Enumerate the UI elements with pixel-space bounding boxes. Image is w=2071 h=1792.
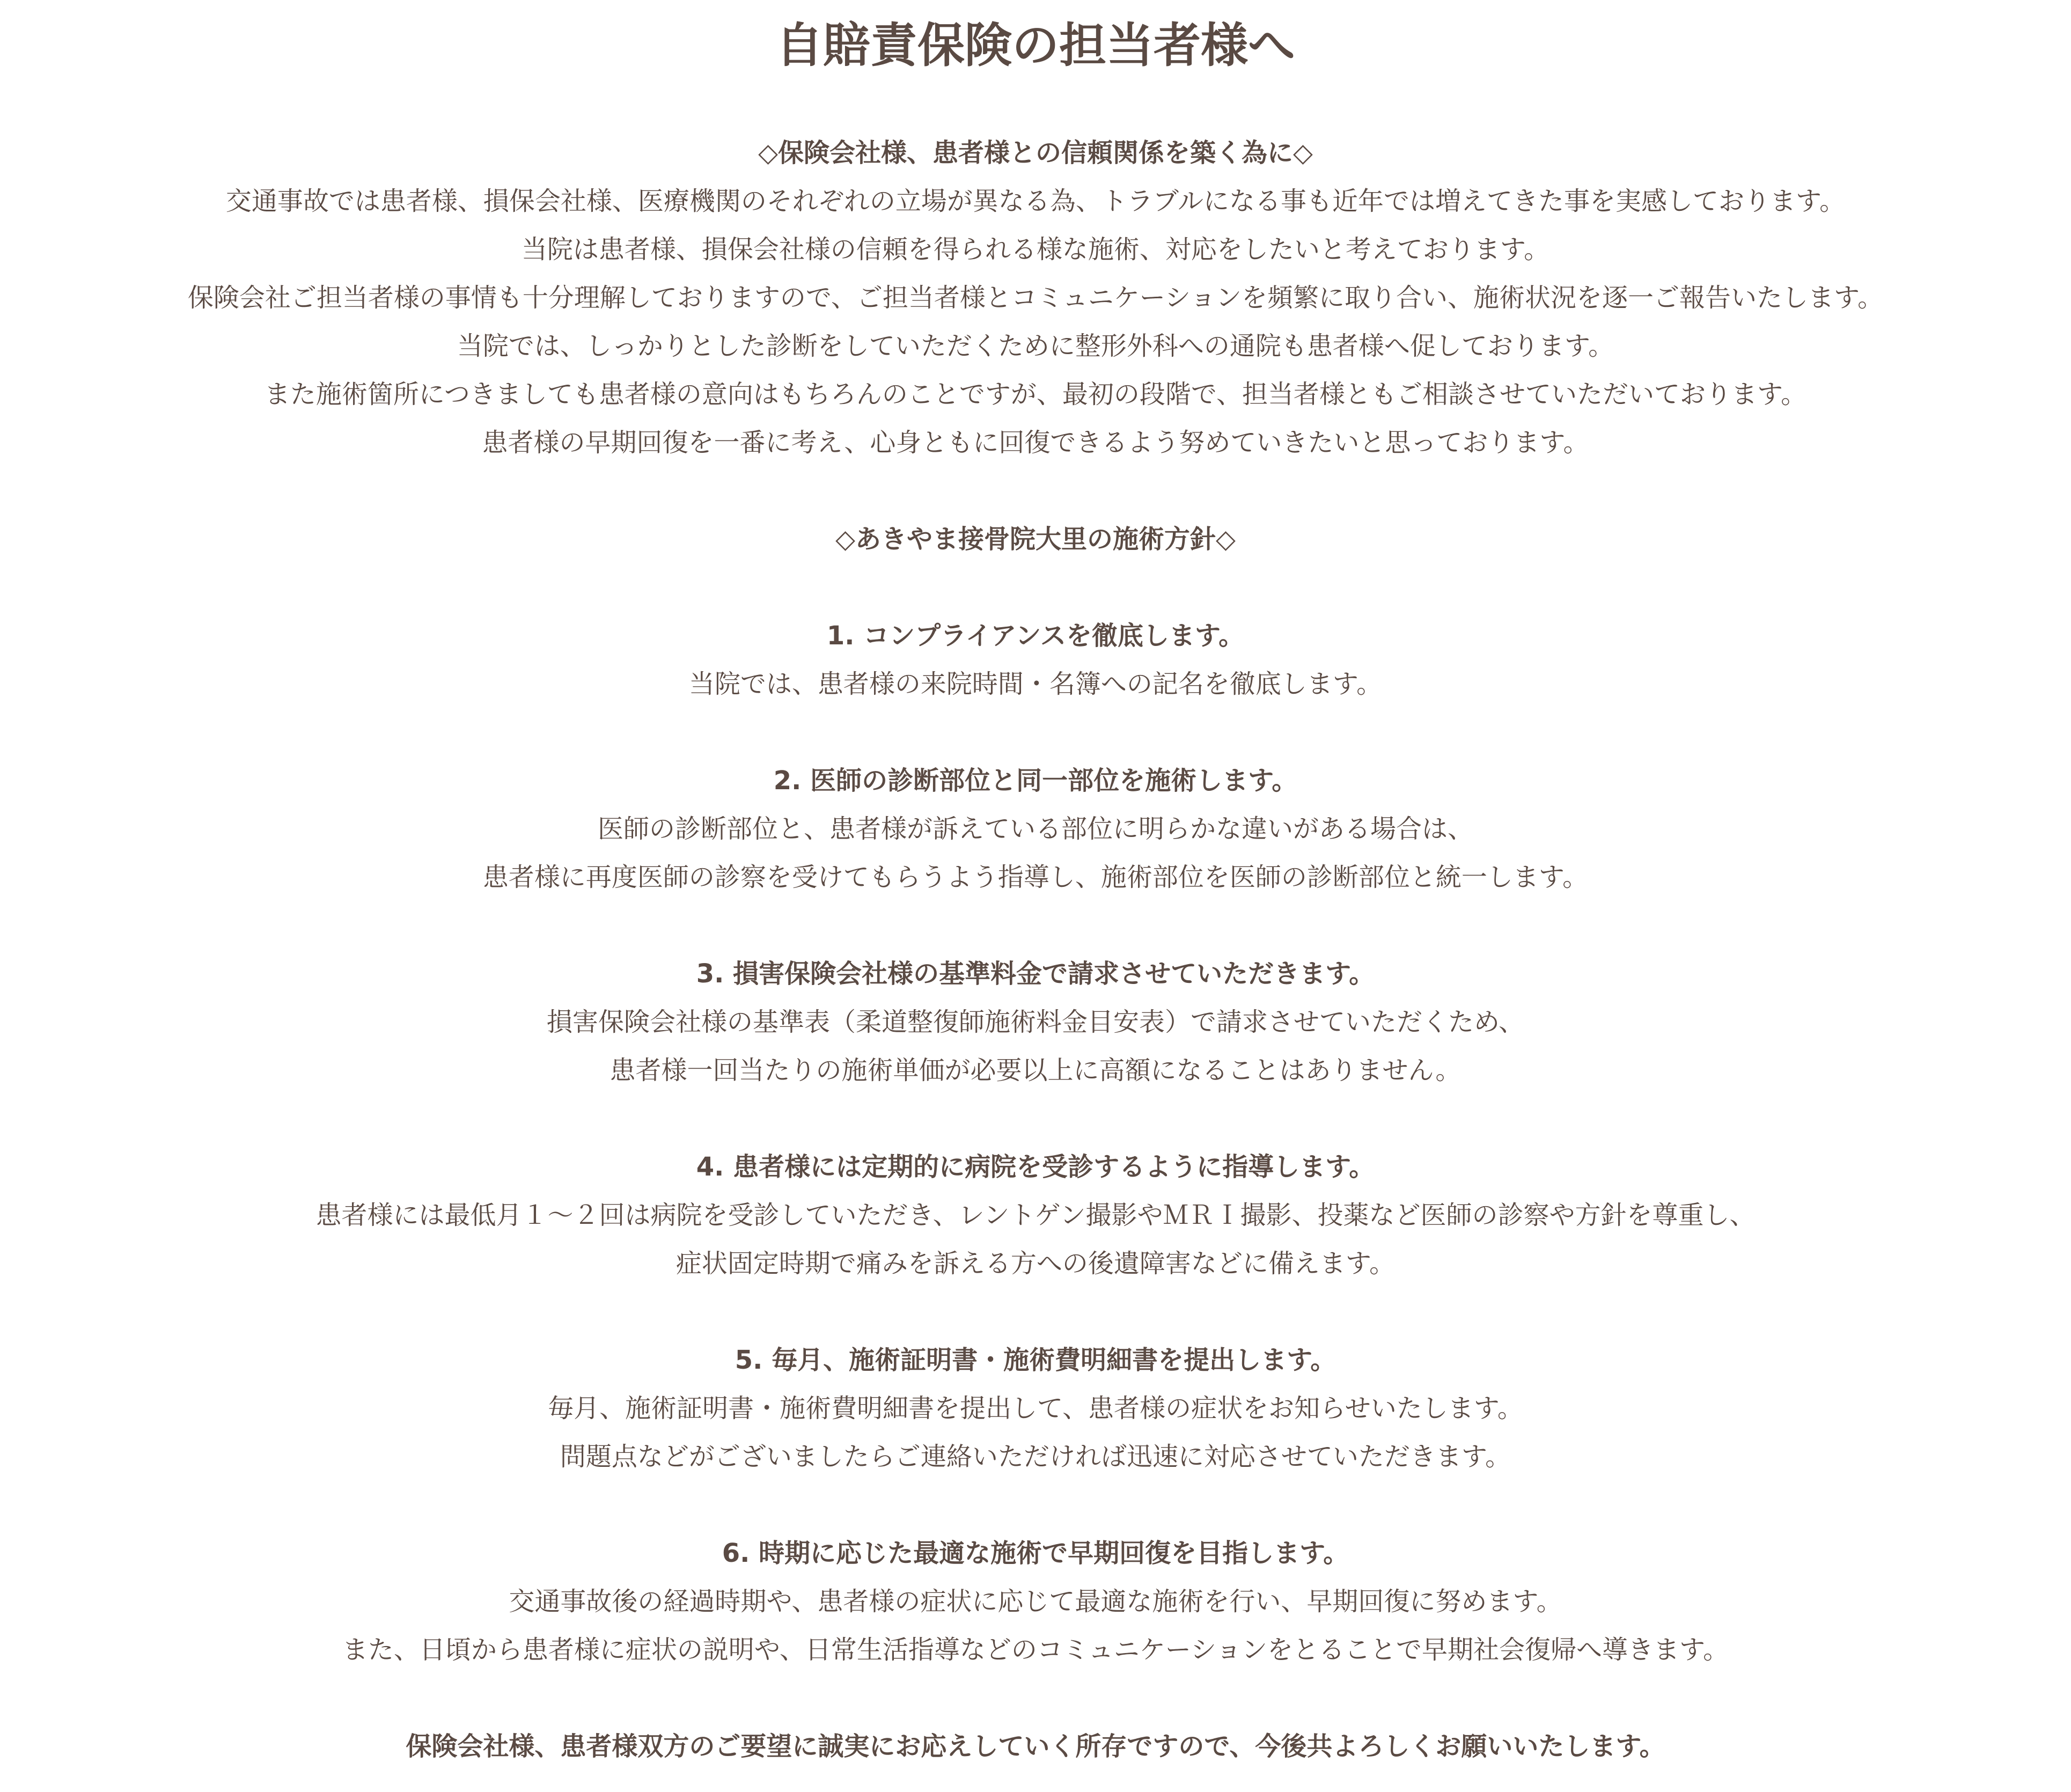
policy-text: 患者様には最低月１～２回は病院を受診していただき、レントゲン撮影やＭＲＩ撮影、投薬など医師の診察や方針を尊重し、 <box>315 1200 1756 1230</box>
policy-text: また、日頃から患者様に症状の説明や、日常生活指導などのコミュニケーションをとることで早期社会復帰へ導きます。 <box>342 1635 1729 1665</box>
intro-line: 患者様の早期回復を一番に考え、心身ともに回復できるよう努めていきたいと思っております。 <box>482 428 1589 458</box>
policy-text: 交通事故後の経過時期や、患者様の症状に応じて最適な施術を行い、早期回復に努めます。 <box>509 1587 1562 1617</box>
policy-text: 問題点などがございましたらご連絡いただければ迅速に対応させていただきます。 <box>560 1442 1511 1472</box>
policy-title: 2. 医師の診断部位と同一部位を施術します。 <box>773 766 1298 796</box>
intro-heading: ◇保険会社様、患者様との信頼関係を築く為に◇ <box>758 138 1313 168</box>
policy-text: 患者様に再度医師の診察を受けてもらうよう指導し、施術部位を医師の診断部位と統一します。 <box>482 862 1589 892</box>
policy-text: 損害保険会社様の基準表（柔道整復師施術料金目安表）で請求させていただくため、 <box>546 1007 1525 1037</box>
policy-title: 3. 損害保険会社様の基準料金で請求させていただきます。 <box>696 959 1375 989</box>
policy-text: 医師の診断部位と、患者様が訴えている部位に明らかな違いがある場合は、 <box>597 814 1473 844</box>
intro-line: 交通事故では患者様、損保会社様、医療機関のそれぞれの立場が異なる為、トラブルになる事も近年では増えてきた事を実感しております。 <box>225 186 1846 216</box>
policy-title: 1. コンプライアンスを徹底します。 <box>826 621 1245 651</box>
policy-text: 毎月、施術証明書・施術費明細書を提出して、患者様の症状をお知らせいたします。 <box>548 1393 1523 1423</box>
page-title: 自賠責保険の担当者様へ <box>775 18 1295 73</box>
intro-line: また施術箇所につきましても患者様の意向はもちろんのことですが、最初の段階で、担当者様ともご相談させていただいております。 <box>264 379 1807 409</box>
policy-title: 4. 患者様には定期的に病院を受診するように指導します。 <box>696 1152 1375 1182</box>
intro-line: 当院は患者様、損保会社様の信頼を得られる様な施術、対応をしたいと考えております。 <box>521 234 1550 265</box>
policy-title: 5. 毎月、施術証明書・施術費明細書を提出します。 <box>735 1345 1336 1375</box>
closing-statement: 保険会社様、患者様双方のご要望に誠実にお応えしていく所存ですので、今後共よろしくお願いいたします。 <box>406 1731 1665 1761</box>
intro-line: 当院では、しっかりとした診断をしていただくために整形外科への通院も患者様へ促しております。 <box>457 331 1614 361</box>
policy-section-heading: ◇あきやま接骨院大里の施術方針◇ <box>835 524 1236 554</box>
intro-line: 保険会社ご担当者様の事情も十分理解しておりますので、ご担当者様とコミュニケーションを頻繁に取り合い、施術状況を逐一ご報告いたします。 <box>187 283 1884 313</box>
policy-title: 6. 時期に応じた最適な施術で早期回復を目指します。 <box>722 1538 1349 1568</box>
policy-text: 症状固定時期で痛みを訴える方への後遺障害などに備えます。 <box>675 1248 1396 1279</box>
policy-text: 患者様一回当たりの施術単価が必要以上に高額になることはありません。 <box>609 1055 1462 1085</box>
policy-text: 当院では、患者様の来院時間・名簿への記名を徹底します。 <box>688 669 1383 699</box>
